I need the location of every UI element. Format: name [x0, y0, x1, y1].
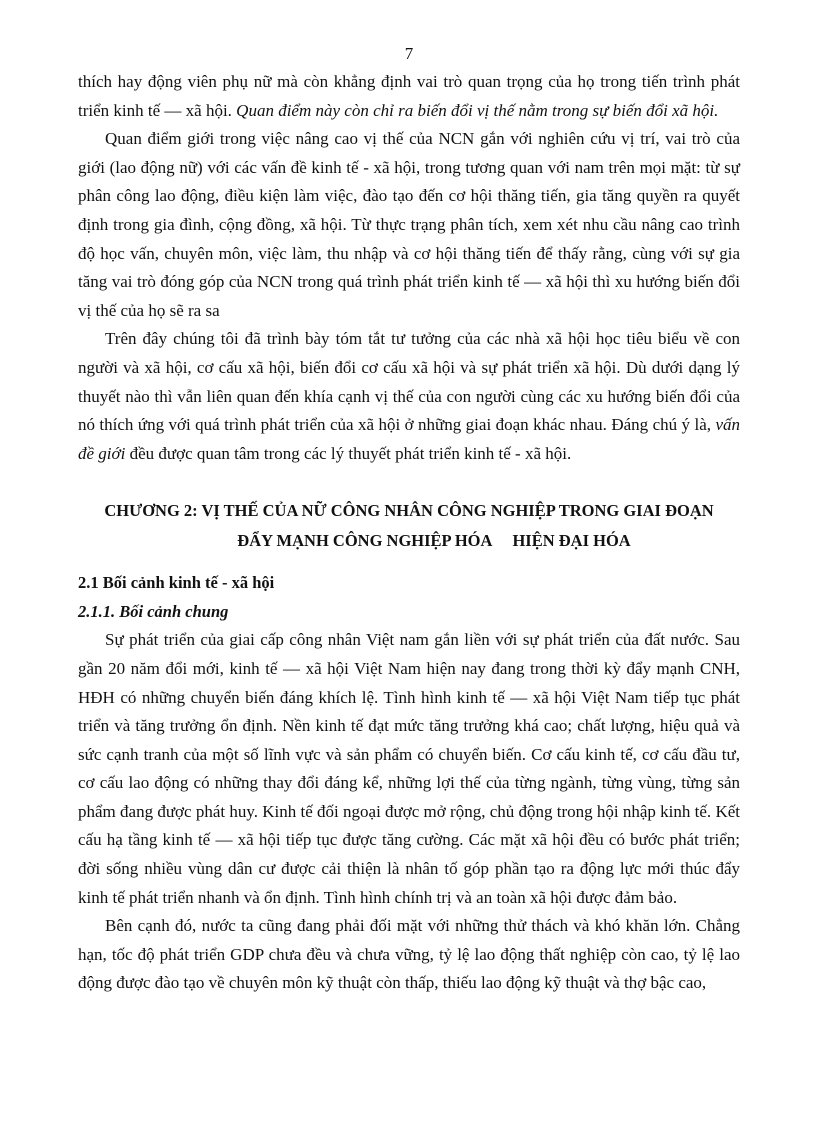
section-paragraph-2: Bên cạnh đó, nước ta cũng đang phải đối mặt với những thử thách và khó khăn lớn. Chẳng hạn, tốc độ phát triển GDP chưa đều và chưa vững, tỷ lệ lao động thất nghiệp còn cao, tỷ lệ lao động được đào tạo về chuyên môn kỹ thuật còn thấp, thiếu lao động kỹ thuật và thợ bậc cao, [78, 916, 740, 993]
chapter-heading-line-2a: ĐẨY MẠNH CÔNG NGHIỆP HÓA [237, 531, 493, 551]
chapter-heading [78, 496, 740, 556]
page-number: 7 [404, 44, 414, 63]
intro-paragraph-3-italic: vấn đề giới [78, 415, 740, 463]
chapter-heading-line-2b: HIỆN ĐẠI HÓA [512, 531, 631, 551]
section-paragraph-1: Sự phát triển của giai cấp công nhân Việt nam gắn liền với sự phát triển của đất nước. Sau gần 20 năm đổi mới, kinh tế — xã hội Việt Nam hiện nay đang trong thời kỳ đẩy mạnh CNH, HĐH có những chuyển biến đáng khích lệ. Tình hình kinh tế — xã hội Việt Nam tiếp tục phát triển và tăng trưởng ổn định. Nền kinh tế đạt mức tăng trưởng khá cao; chất lượng, hiệu quả và sức cạnh tranh của một số lĩnh vực và sản phẩm có chuyển biến. Cơ cấu kinh tế, cơ cấu đầu tư, cơ cấu lao động có những thay đổi đáng kể, những lợi thế của từng ngành, từng vùng, từng sản phẩm đang được phát huy. Kinh tế đối ngoại được mở rộng, chủ động trong hội nhập kinh tế. Kết cấu hạ tầng kinh tế — xã hội tiếp tục được tăng cường. Các mặt xã hội đều có bước phát triển; đời sống nhiều vùng dân cư được cải thiện là nhân tố góp phần tạo ra động lực mới thúc đẩy kinh tế phát triển nhanh và ổn định. Tình hình chính trị và an toàn xã hội được đảm bảo. [78, 630, 740, 907]
subsection-heading: 2.1.1. Bối cảnh chung [78, 602, 229, 622]
intro-paragraph-1-text: thích hay động viên phụ nữ mà còn khẳng định vai trò quan trọng của họ trong tiến trình phát triển kinh tế — xã hội. [78, 72, 740, 120]
intro-paragraph-3-text: Trên đây chúng tôi đã trình bày tóm tắt tư tưởng của các nhà xã hội học tiêu biểu về con người và xã hội, cơ cấu xã hội, biến đổi cơ cấu xã hội và sự phát triển xã hội. Dù dưới dạng lý thuyết nào thì vẫn liên quan đến khía cạnh vị thế của con người cùng các xu hướng biến đổi của nó thích ứng với quá trình phát triển của xã hội ở những giai đoạn khác nhau. Đáng chú ý là, [78, 329, 740, 435]
chapter-heading-line-1: CHƯƠNG 2: VỊ THẾ CỦA NỮ CÔNG NHÂN CÔNG NGHIỆP TRONG GIAI ĐOẠN [104, 501, 714, 521]
section-heading: 2.1 Bối cảnh kinh tế - xã hội [78, 573, 275, 593]
document-page [78, 40, 740, 998]
intro-paragraph-3 [78, 325, 740, 468]
intro-paragraph-3-tail: đều được quan tâm trong các lý thuyết phát triển kinh tế - xã hội. [125, 443, 572, 463]
intro-paragraph-2: Quan điểm giới trong việc nâng cao vị thế của NCN gắn với nghiên cứu vị trí, vai trò của giới (lao động nữ) với các vấn đề kinh tế - xã hội, trong tương quan với nam trên mọi mặt: từ sự phân công lao động, điều kiện làm việc, đào tạo đến cơ hội thăng tiến, gia tăng quyền ra quyết định trong gia đình, cộng đồng, xã hội. Từ thực trạng phân tích, xem xét nhu cầu nâng cao trình độ học vấn, chuyên môn, việc làm, thu nhập và cơ hội thăng tiến để thấy rằng, cùng với sự gia tăng vai trò đóng góp của NCN trong quá trình phát triển kinh tế — xã hội thì xu hướng biến đổi vị thế của họ sẽ ra sa [78, 129, 740, 320]
intro-paragraph-1 [78, 68, 740, 125]
chapter-heading-line-2 [78, 526, 740, 556]
intro-paragraph-1-italic: Quan điểm này còn chỉ ra biến đổi vị thế nằm trong sự biến đổi xã hội. [236, 100, 719, 120]
